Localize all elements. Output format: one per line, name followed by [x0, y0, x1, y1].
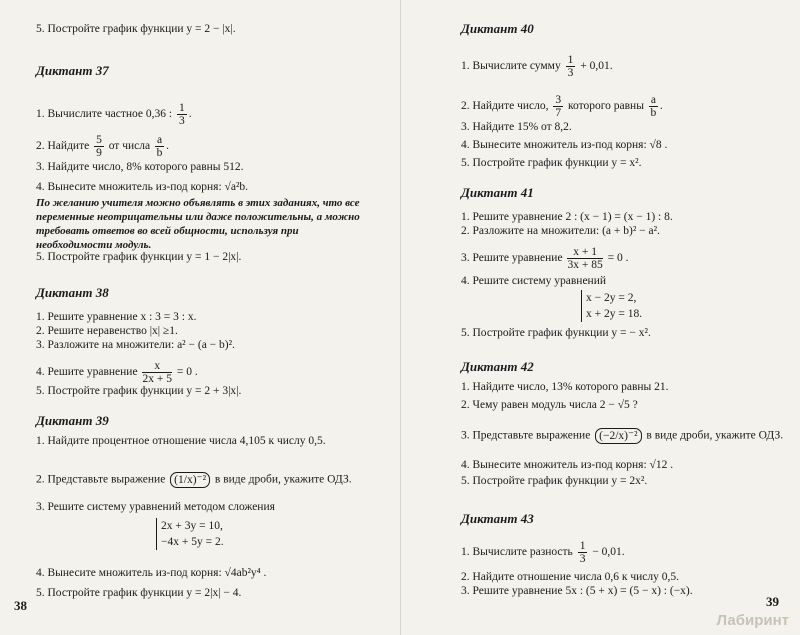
fraction: $\frac{3}{7}$ — [555, 94, 562, 119]
d41-task-5: 5. Постройте график функции y = − x². — [461, 327, 651, 339]
dictation-37-title: Диктант 37 — [36, 63, 109, 78]
d40-task-4: 4. Вынесите множитель из-под корня: √8 . — [461, 139, 668, 151]
d41-task-2: 2. Разложите на множители: (a + b)² − a². — [461, 225, 660, 237]
d41-task-1: 1. Решите уравнение 2 : (x − 1) = (x − 1) : 8. — [461, 211, 673, 223]
system-equation-2: −4x + 5y = 2. — [161, 536, 224, 548]
watermark-logo: Лабиринт — [716, 612, 789, 629]
fraction: $\frac{1}{3}$ — [567, 54, 574, 79]
dictation-38-title: Диктант 38 — [36, 285, 109, 300]
intro-task: 5. Постройте график функции y = 2 − |x|. — [36, 23, 236, 35]
right-page — [400, 0, 800, 635]
d42-task-1: 1. Найдите число, 13% которого равны 21. — [461, 381, 669, 393]
fraction: $\frac{1}{3}$ — [579, 540, 586, 565]
d37-task-5: 5. Постройте график функции y = 1 − 2|x|. — [36, 251, 242, 263]
d39-task-5: 5. Постройте график функции y = 2|x| − 4. — [36, 587, 242, 599]
system-equation-2: x + 2y = 18. — [586, 308, 643, 320]
d41-task-4: 4. Решите систему уравнений — [461, 275, 607, 287]
d37-task-2: 2. Найдите $\frac{5}{9}$ от числа $\frac{a}{b}$ . — [36, 134, 169, 159]
d43-task-3: 3. Решите уравнение 5x : (5 + x) = (5 − x) : (−x). — [461, 585, 693, 597]
dictation-43-title: Диктант 43 — [461, 511, 534, 526]
dictation-42-title: Диктант 42 — [461, 359, 534, 374]
d42-task-3: 3. Представьте выражение (−2/x)⁻² в виде дроби, укажите ОДЗ. — [461, 429, 784, 442]
fraction: $\frac{x}{2x + 5}$ — [142, 360, 172, 385]
system-equation-1: x − 2y = 2, — [586, 292, 637, 304]
d38-task-1: 1. Решите уравнение x : 3 = 3 : x. — [36, 311, 197, 323]
d40-task-1: 1. Вычислите сумму $\frac{1}{3}$ + 0,01. — [461, 54, 613, 79]
d42-task-5: 5. Постройте график функции y = 2x². — [461, 475, 648, 487]
d40-task-5: 5. Постройте график функции y = x². — [461, 157, 642, 169]
d37-task-1: 1. Вычислите частное 0,36 : $\frac{1}{3}$ . — [36, 102, 192, 127]
d38-task-2: 2. Решите неравенство |x| ≥1. — [36, 325, 178, 337]
d37-task-4: 4. Вынесите множитель из-под корня: √a²b. — [36, 181, 249, 193]
d38-task-3: 3. Разложите на множители: a² − (a − b)². — [36, 339, 235, 351]
d41-task-3: 3. Решите уравнение $\frac{x + 1}{3x + 85}$ = 0 . — [461, 246, 629, 271]
d38-task-5: 5. Постройте график функции y = 2 + 3|x|. — [36, 385, 242, 397]
dictation-40-title: Диктант 40 — [461, 21, 534, 36]
d40-task-3: 3. Найдите 15% от 8,2. — [461, 121, 572, 133]
d39-task-3: 3. Решите систему уравнений методом сложения — [36, 501, 275, 513]
d40-task-2: 2. Найдите число, $\frac{3}{7}$ которого равны $\frac{a}{b}$ . — [461, 94, 663, 119]
page-number-right: 39 — [766, 594, 779, 609]
fraction: $\frac{1}{3}$ — [178, 102, 185, 127]
d42-task-2: 2. Чему равен модуль числа 2 − √5 ? — [461, 399, 638, 411]
fraction: $\frac{5}{9}$ — [96, 134, 102, 159]
expression-box: (1/x)⁻² — [170, 472, 210, 488]
equation-system — [581, 290, 642, 322]
dictation-41-title: Диктант 41 — [461, 185, 534, 200]
teacher-note: По желанию учителя можно объявлять в этих заданиях, что все переменные неотрицательны или даже положительны, а можно требовать ответов во всей общности, используя при необходимости модуль. — [36, 197, 360, 251]
d42-task-4: 4. Вынесите множитель из-под корня: √12 . — [461, 459, 674, 471]
equation-system — [156, 518, 224, 550]
fraction: $\frac{a}{b}$ — [650, 94, 657, 119]
system-equation-1: 2x + 3y = 10, — [161, 520, 223, 532]
expression-box: (−2/x)⁻² — [595, 428, 641, 444]
d43-task-2: 2. Найдите отношение числа 0,6 к числу 0,5. — [461, 571, 679, 583]
d39-task-2: 2. Представьте выражение (1/x)⁻² в виде дроби, укажите ОДЗ. — [36, 473, 352, 486]
dictation-39-title: Диктант 39 — [36, 413, 109, 428]
fraction: $\frac{a}{b}$ — [156, 134, 163, 159]
d39-task-4: 4. Вынесите множитель из-под корня: √4ab²y⁴ . — [36, 567, 267, 579]
fraction: $\frac{x + 1}{3x + 85}$ — [567, 246, 603, 271]
d38-task-4: 4. Решите уравнение $\frac{x}{2x + 5}$ = 0 . — [36, 360, 198, 385]
d37-task-3: 3. Найдите число, 8% которого равны 512. — [36, 161, 244, 173]
page-number-left: 38 — [14, 598, 27, 613]
d39-task-1: 1. Найдите процентное отношение числа 4,105 к числу 0,5. — [36, 435, 326, 447]
d43-task-1: 1. Вычислите разность $\frac{1}{3}$ − 0,01. — [461, 540, 625, 565]
